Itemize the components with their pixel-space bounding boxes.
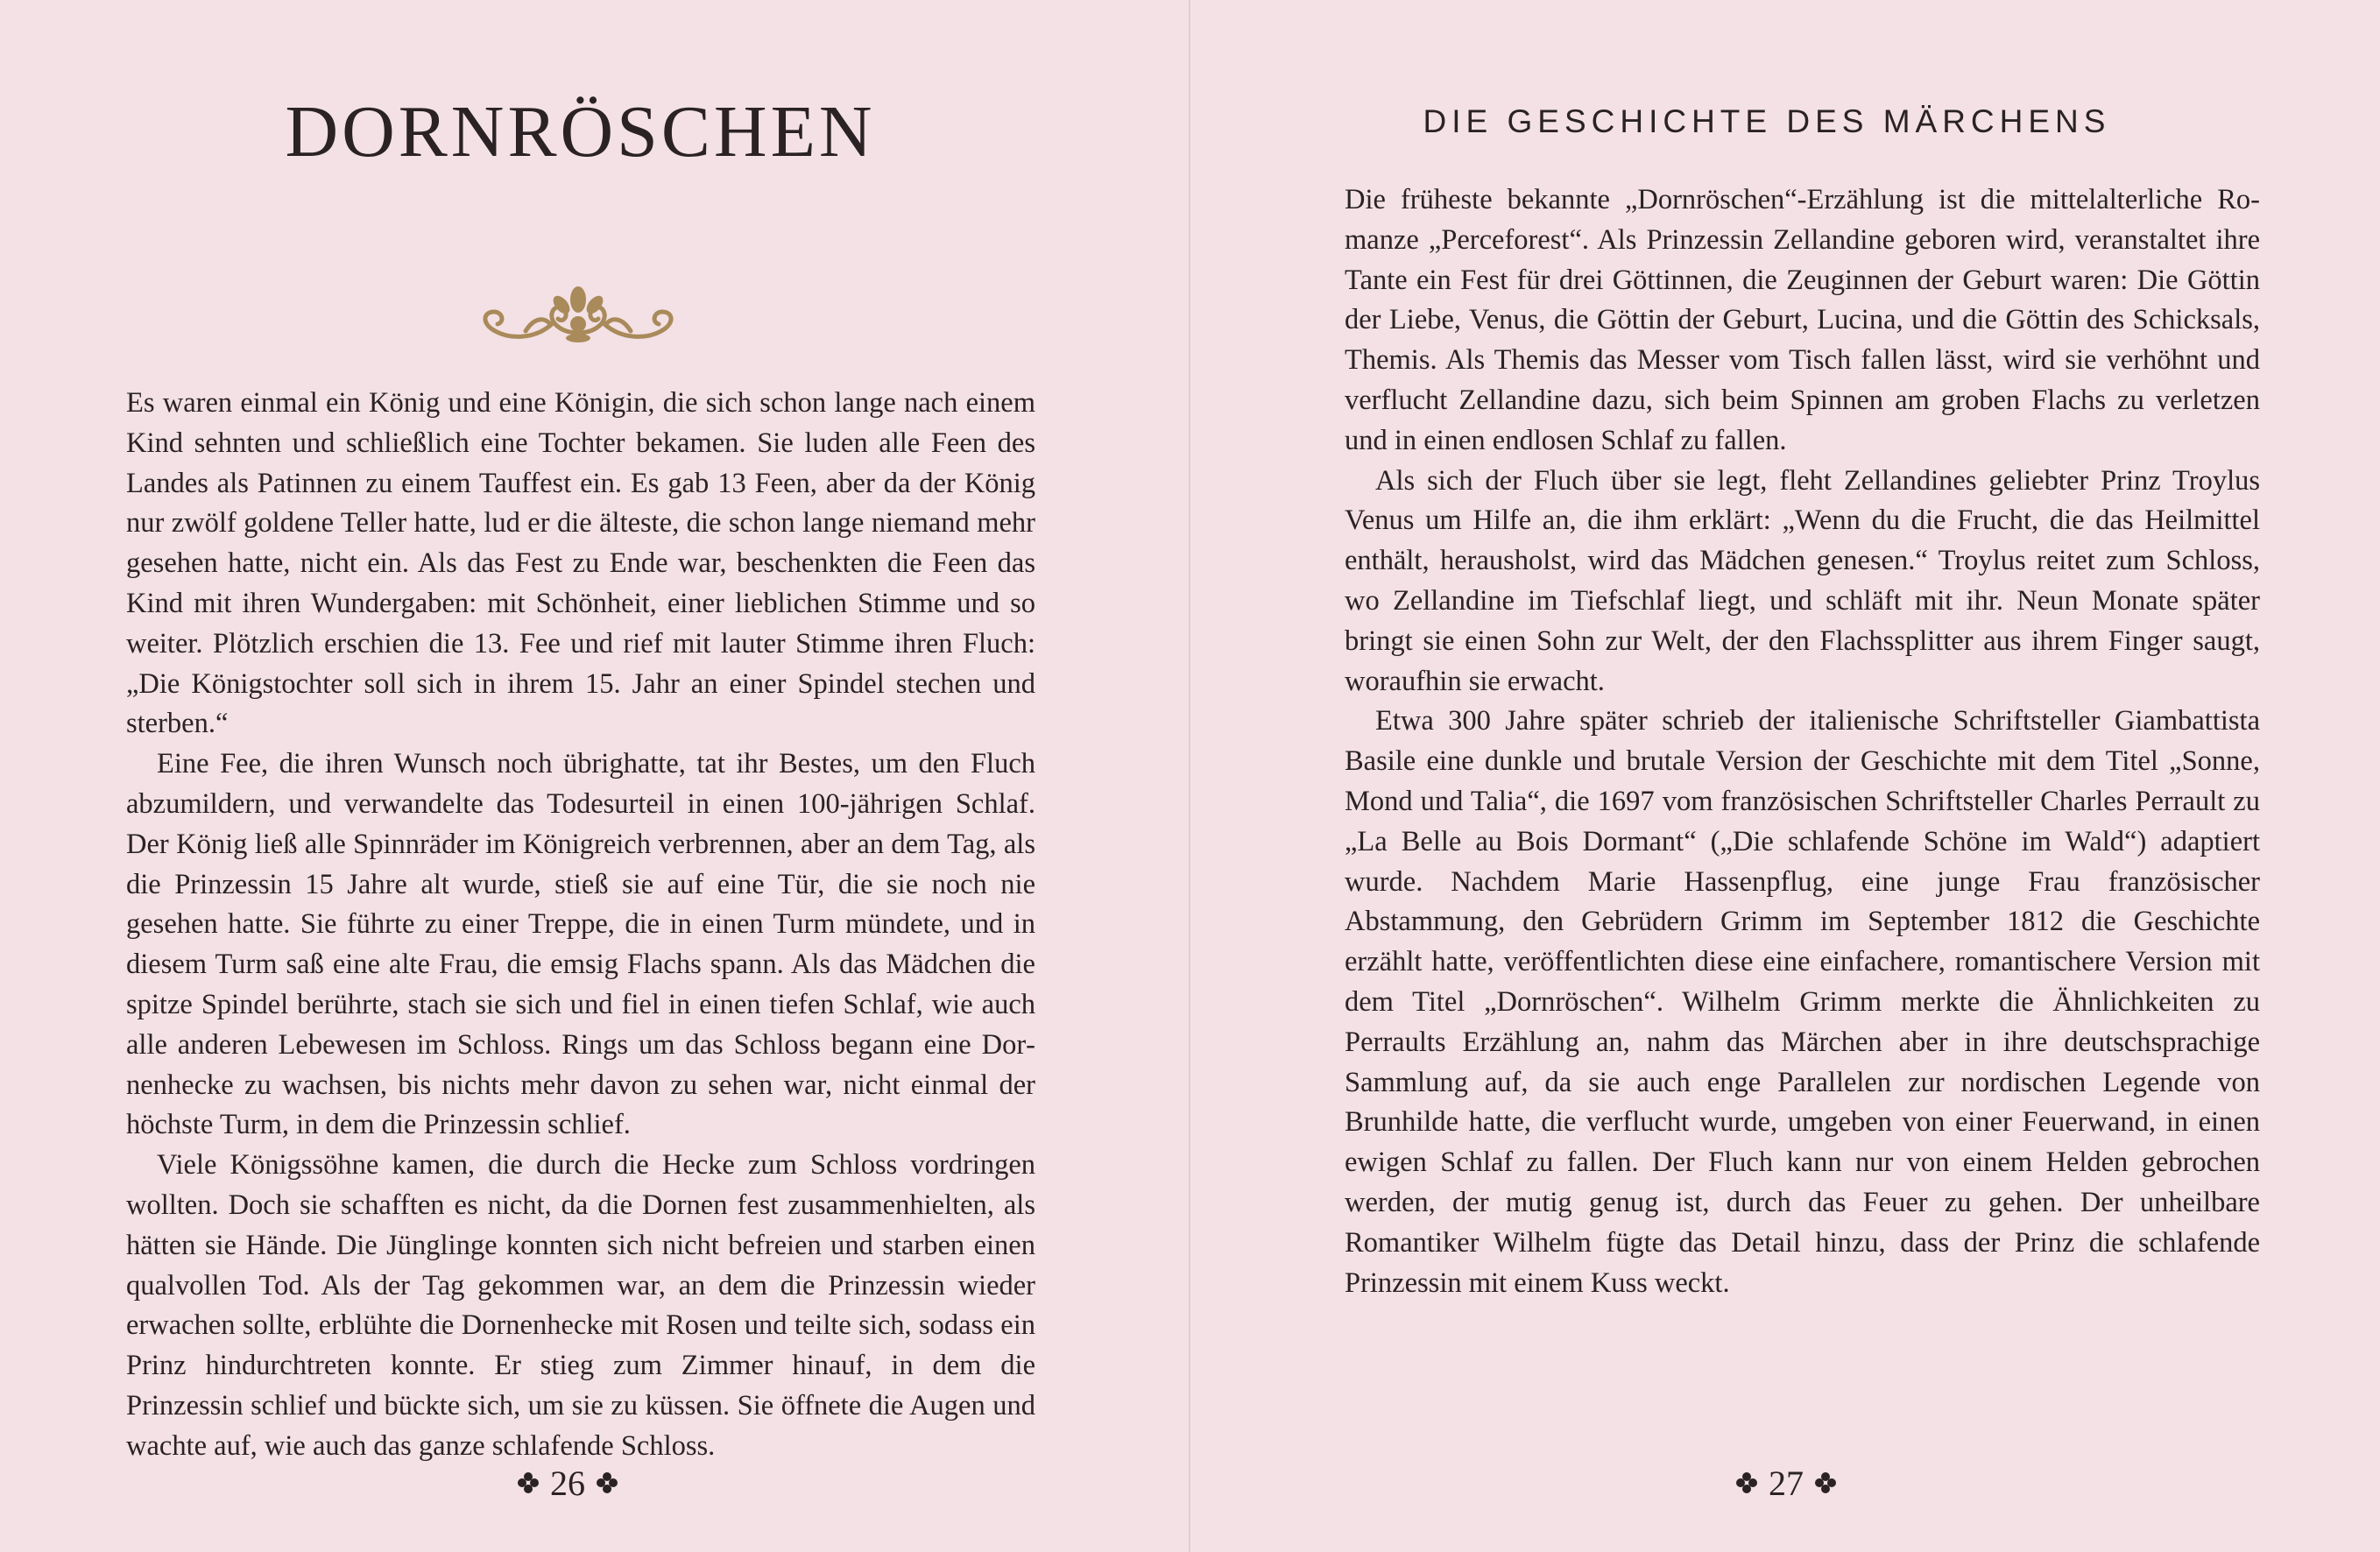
story-text	[126, 384, 1035, 1467]
section-title: DIE GESCHICHTE DES MÄRCHENS	[1423, 103, 2111, 139]
floral-scroll-ornament-icon	[473, 279, 683, 357]
paragraph: Als sich der Fluch über sie legt, fleht Zellandines geliebter Prinz Troylus Venus um Hilfe an, die ihm erklärt: „Wenn du die Frucht, die das Heilmittel enthält, herausholst, wird das Mädchen genesen.“ Troylus reitet zum Schloss, wo Zellandine im Tiefschlaf liegt, und schläft mit ihr. Neun Monate später bringt sie einen Sohn zur Welt, der den Flachssplitter aus ihrem Finger saugt, woraufhin sie erwacht.	[1345, 464, 2260, 697]
clover-icon	[1814, 1471, 1837, 1494]
paragraph: Die früheste bekannte „Dornröschen“-Erzählung ist die mittelalterliche Romanze „Perceforest“. Als Prinzessin Zellandine geboren wird, veranstaltet ihre Tante ein Fest für drei Göttinnen, die Zeuginnen der Geburt waren: Die Göttin der Liebe, Venus, die Göttin der Geburt, Lucina, und die Göttin des Schicksals, Themis. Als Themis das Messer vom Tisch fallen lässt, wird sie verhöhnt und verflucht Zellandine dazu, sich beim Spinnen am groben Flachs zu verletzen und in einen endlosen Schlaf zu fallen.	[1345, 184, 2260, 456]
left-page	[0, 0, 1189, 1552]
history-text	[1345, 180, 2260, 1303]
page-number: 27	[1769, 1463, 1804, 1503]
clover-icon	[1735, 1471, 1758, 1494]
page-number-footer	[517, 1461, 618, 1505]
chapter-title: DORNRÖSCHEN	[285, 91, 876, 173]
paragraph: Viele Königssöhne kamen, die durch die Hecke zum Schloss vordringen wollten. Doch sie schafften es nicht, da die Dornen fest zusammenhielten, als hätten sie Hände. Die Jünglinge konnten sich nicht befreien und starben einen qualvollen Tod. Als der Tag gekommen war, an dem die Prinzessin wieder erwachen sollte, erblühte die Dornenhecke mit Rosen und teilte sich, sodass ein Prinz hindurchtreten konnte. Er stieg zum Zimmer hinauf, in dem die Prinzessin schlief und bückte sich, um sie zu küssen. Sie öffnete die Augen und wachte auf, wie auch das ganze schlafende Schloss.	[126, 1149, 1035, 1462]
paragraph: Eine Fee, die ihren Wunsch noch übrighatte, tat ihr Bestes, um den Fluch abzumildern, und verwandelte das Todesurteil in einen 100-jährigen Schlaf. Der König ließ alle Spinnräder im Königreich verbrennen, aber an dem Tag, als die Prinzessin 15 Jahre alt wurde, stieß sie auf eine Tür, die sie noch nie gesehen hatte. Sie führte zu einer Treppe, die in einen Turm mündete, und in diesem Turm saß eine alte Frau, die emsig Flachs spann. Als das Mädchen die spitze Spindel berührte, stach sie sich und fiel in einen tiefen Schlaf, wie auch alle anderen Lebewesen im Schloss. Rings um das Schloss begann eine Dornenhecke zu wachsen, bis nichts mehr davon zu sehen war, nicht einmal der höchste Turm, in dem die Prinzessin schlief.	[126, 748, 1035, 1141]
paragraph: Etwa 300 Jahre später schrieb der italienische Schriftsteller Giambattista Basile eine dunkle und brutale Version der Geschichte mit dem Titel „Sonne, Mond und Talia“, die 1697 vom französischen Schriftsteller Charles Perrault zu „La Belle au Bois Dormant“ („Die schlafende Schöne im Wald“) adaptiert wurde. Nachdem Marie Hassenpflug, eine junge Frau französischer Abstammung, den Gebrüdern Grimm im September 1812 die Geschichte erzählt hatte, veröffentlichten diese eine einfachere, romantischere Version mit dem Titel „Dornröschen“. Wilhelm Grimm merkte die Ähnlichkeiten zu Perraults Erzählung an, nahm das Märchen aber in ihre deutschsprachige Sammlung auf, da sie auch enge Parallelen zur nordischen Legende von Brunhilde hatte, die verflucht wurde, umgeben von einer Feuerwand, in einen ewigen Schlaf zu fallen. Der Fluch kann nur von einem Helden gebrochen werden, der mutig genug ist, durch das Feuer zu gehen. Der unheilbare Romantiker Wilhelm fügte das Detail hinzu, dass der Prinz die schlafende Prinzessin mit einem Kuss weckt.	[1345, 705, 2260, 1299]
clover-icon	[596, 1471, 618, 1494]
page-number-footer	[1735, 1461, 1837, 1505]
clover-icon	[517, 1471, 540, 1494]
right-page	[1190, 0, 2380, 1552]
page-number: 26	[550, 1463, 585, 1503]
paragraph: Es waren einmal ein König und eine Königin, die sich schon lange nach einem Kind sehnten und schließlich eine Tochter bekamen. Sie luden alle Feen des Landes als Patinnen zu einem Tauffest ein. Es gab 13 Feen, aber da der König nur zwölf goldene Teller hatte, lud er die älteste, die schon lange niemand mehr gesehen hatte, nicht ein. Als das Fest zu Ende war, beschenkten die Feen das Kind mit ihren Wundergaben: mit Schönheit, einer lieblichen Stimme und so weiter. Plötzlich erschien die 13. Fee und rief mit lauter Stimme ihren Fluch: „Die Königstochter soll sich in ihrem 15. Jahr an einer Spindel stechen und sterben.“	[126, 387, 1035, 740]
